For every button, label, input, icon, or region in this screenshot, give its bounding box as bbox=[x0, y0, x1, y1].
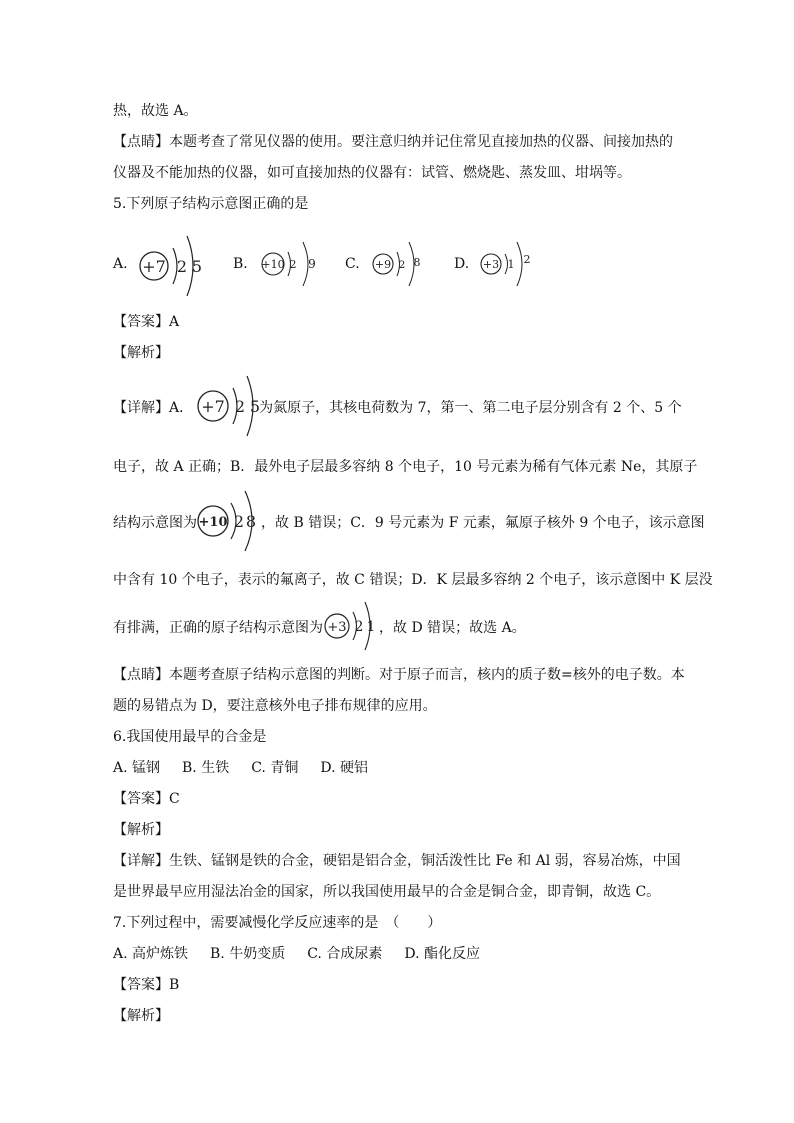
q6-option: B. 生铁 bbox=[182, 760, 230, 776]
nucleus-charge: +7 bbox=[142, 257, 166, 276]
nucleus-charge: +3 bbox=[327, 620, 347, 635]
detail-line bbox=[113, 513, 705, 533]
analysis-heading: 【解析】 bbox=[113, 822, 169, 838]
text-line: 热，故选 A。 bbox=[113, 103, 198, 119]
answer-7: 【答案】B bbox=[113, 977, 180, 993]
nucleus-charge: +10 bbox=[261, 258, 285, 271]
analysis-heading: 【解析】 bbox=[113, 345, 169, 361]
inline-diagram-ne bbox=[197, 511, 261, 531]
q6-option: A. 锰钢 bbox=[113, 760, 161, 776]
analysis-heading: 【解析】 bbox=[113, 1008, 169, 1024]
q5-option-d-label: D. bbox=[454, 256, 470, 272]
question-5: 5.下列原子结构示意图正确的是 bbox=[113, 196, 309, 212]
q5-option-d-diagram bbox=[477, 234, 567, 294]
shell-electron-count: 2 bbox=[289, 258, 297, 271]
answer-5: 【答案】A bbox=[113, 314, 180, 330]
text-line: 【点睛】本题考查了常见仪器的使用。要注意归纳并记住常见直接加热的仪器、间接加热的 bbox=[113, 134, 673, 150]
detail-prefix: 【详解】A． bbox=[113, 400, 194, 416]
detail-prefix: 结构示意图为 bbox=[113, 515, 197, 531]
q7-option: A. 高炉炼铁 bbox=[113, 946, 189, 962]
q7-options bbox=[113, 944, 502, 964]
shell-electron-count: 2 bbox=[523, 253, 531, 266]
detail-prefix: 有排满，正确的原子结构示意图为 bbox=[113, 620, 323, 636]
shell-electron-count: 2 bbox=[354, 619, 364, 635]
nucleus-charge: +3 bbox=[482, 258, 500, 271]
text-line: 【点睛】本题考查原子结构示意图的判断。对于原子而言，核内的质子数=核外的电子数。本 bbox=[113, 667, 685, 683]
q5-option-c-diagram bbox=[369, 234, 459, 294]
shell-electron-count: 2 bbox=[233, 512, 245, 531]
shell-electron-count: 8 bbox=[245, 512, 257, 531]
text-line: 是世界最早应用湿法冶金的国家，所以我国使用最早的合金是铜合金，即青铜，故选 C。 bbox=[113, 884, 661, 900]
q6-option: D. 硬铝 bbox=[320, 760, 368, 776]
text-line: 题的易错点为 D，要注意核外电子排布规律的应用。 bbox=[113, 698, 437, 714]
inline-diagram-li bbox=[323, 616, 379, 636]
question-7: 7.下列过程中，需要减慢化学反应速率的是 （ ） bbox=[113, 915, 442, 931]
shell-electron-count: 5 bbox=[250, 397, 261, 416]
detail-line bbox=[113, 398, 682, 418]
q6-option: C. 青铜 bbox=[251, 760, 299, 776]
q5-option-b-label: B. bbox=[233, 256, 248, 272]
shell-electron-count: 2 bbox=[398, 260, 406, 271]
shell-electron-count: 2 bbox=[235, 397, 246, 416]
detail-suffix: ，故 B 错误；C．9 号元素为 F 元素，氟原子核外 9 个电子，该示意图 bbox=[261, 515, 705, 531]
detail-line: 电子，故 A 正确；B．最外电子层最多容纳 8 个电子，10 号元素为稀有气体元素 Ne，其原子 bbox=[113, 459, 698, 475]
detail-line bbox=[113, 618, 526, 638]
q7-option: C. 合成尿素 bbox=[307, 946, 383, 962]
text-line: 【详解】生铁、锰钢是铁的合金，硬铝是铝合金，铜活泼性比 Fe 和 Al 弱，容易冶炼，中国 bbox=[113, 853, 681, 869]
shell-electron-count: 5 bbox=[191, 257, 203, 276]
q6-options bbox=[113, 758, 390, 778]
inline-diagram-n bbox=[193, 396, 259, 416]
detail-suffix: 为氮原子，其核电荷数为 7，第一、第二电子层分别含有 2 个、5 个 bbox=[259, 400, 682, 416]
question-6: 6.我国使用最早的合金是 bbox=[113, 729, 267, 745]
q5-option-c-label: C. bbox=[345, 256, 360, 272]
shell-electron-count: 1 bbox=[366, 619, 376, 635]
answer-6: 【答案】C bbox=[113, 791, 180, 807]
q5-option-b-diagram bbox=[259, 234, 349, 294]
electron-shell-arc bbox=[517, 242, 522, 286]
text-line: 仪器及不能加热的仪器，如可直接加热的仪器有：试管、燃烧匙、蒸发皿、坩埚等。 bbox=[113, 165, 631, 181]
shell-electron-count: 2 bbox=[176, 257, 188, 276]
nucleus-charge: +9 bbox=[374, 258, 392, 271]
shell-electron-count: 1 bbox=[507, 258, 515, 271]
nucleus-charge: +7 bbox=[201, 397, 225, 416]
shell-electron-count: 9 bbox=[308, 257, 316, 271]
q5-option-a-label: A. bbox=[113, 256, 128, 272]
q7-option: D. 酯化反应 bbox=[404, 946, 480, 962]
detail-line: 中含有 10 个电子，表示的氟离子，故 C 错误；D．K 层最多容纳 2 个电子，该示意图中 K 层没 bbox=[113, 572, 713, 588]
nucleus-charge: +10 bbox=[198, 515, 228, 530]
shell-electron-count: 8 bbox=[413, 256, 421, 269]
q7-option: B. 牛奶变质 bbox=[210, 946, 286, 962]
q5-option-a-diagram bbox=[135, 230, 235, 300]
detail-suffix: ，故 D 错误；故选 A。 bbox=[379, 620, 526, 636]
